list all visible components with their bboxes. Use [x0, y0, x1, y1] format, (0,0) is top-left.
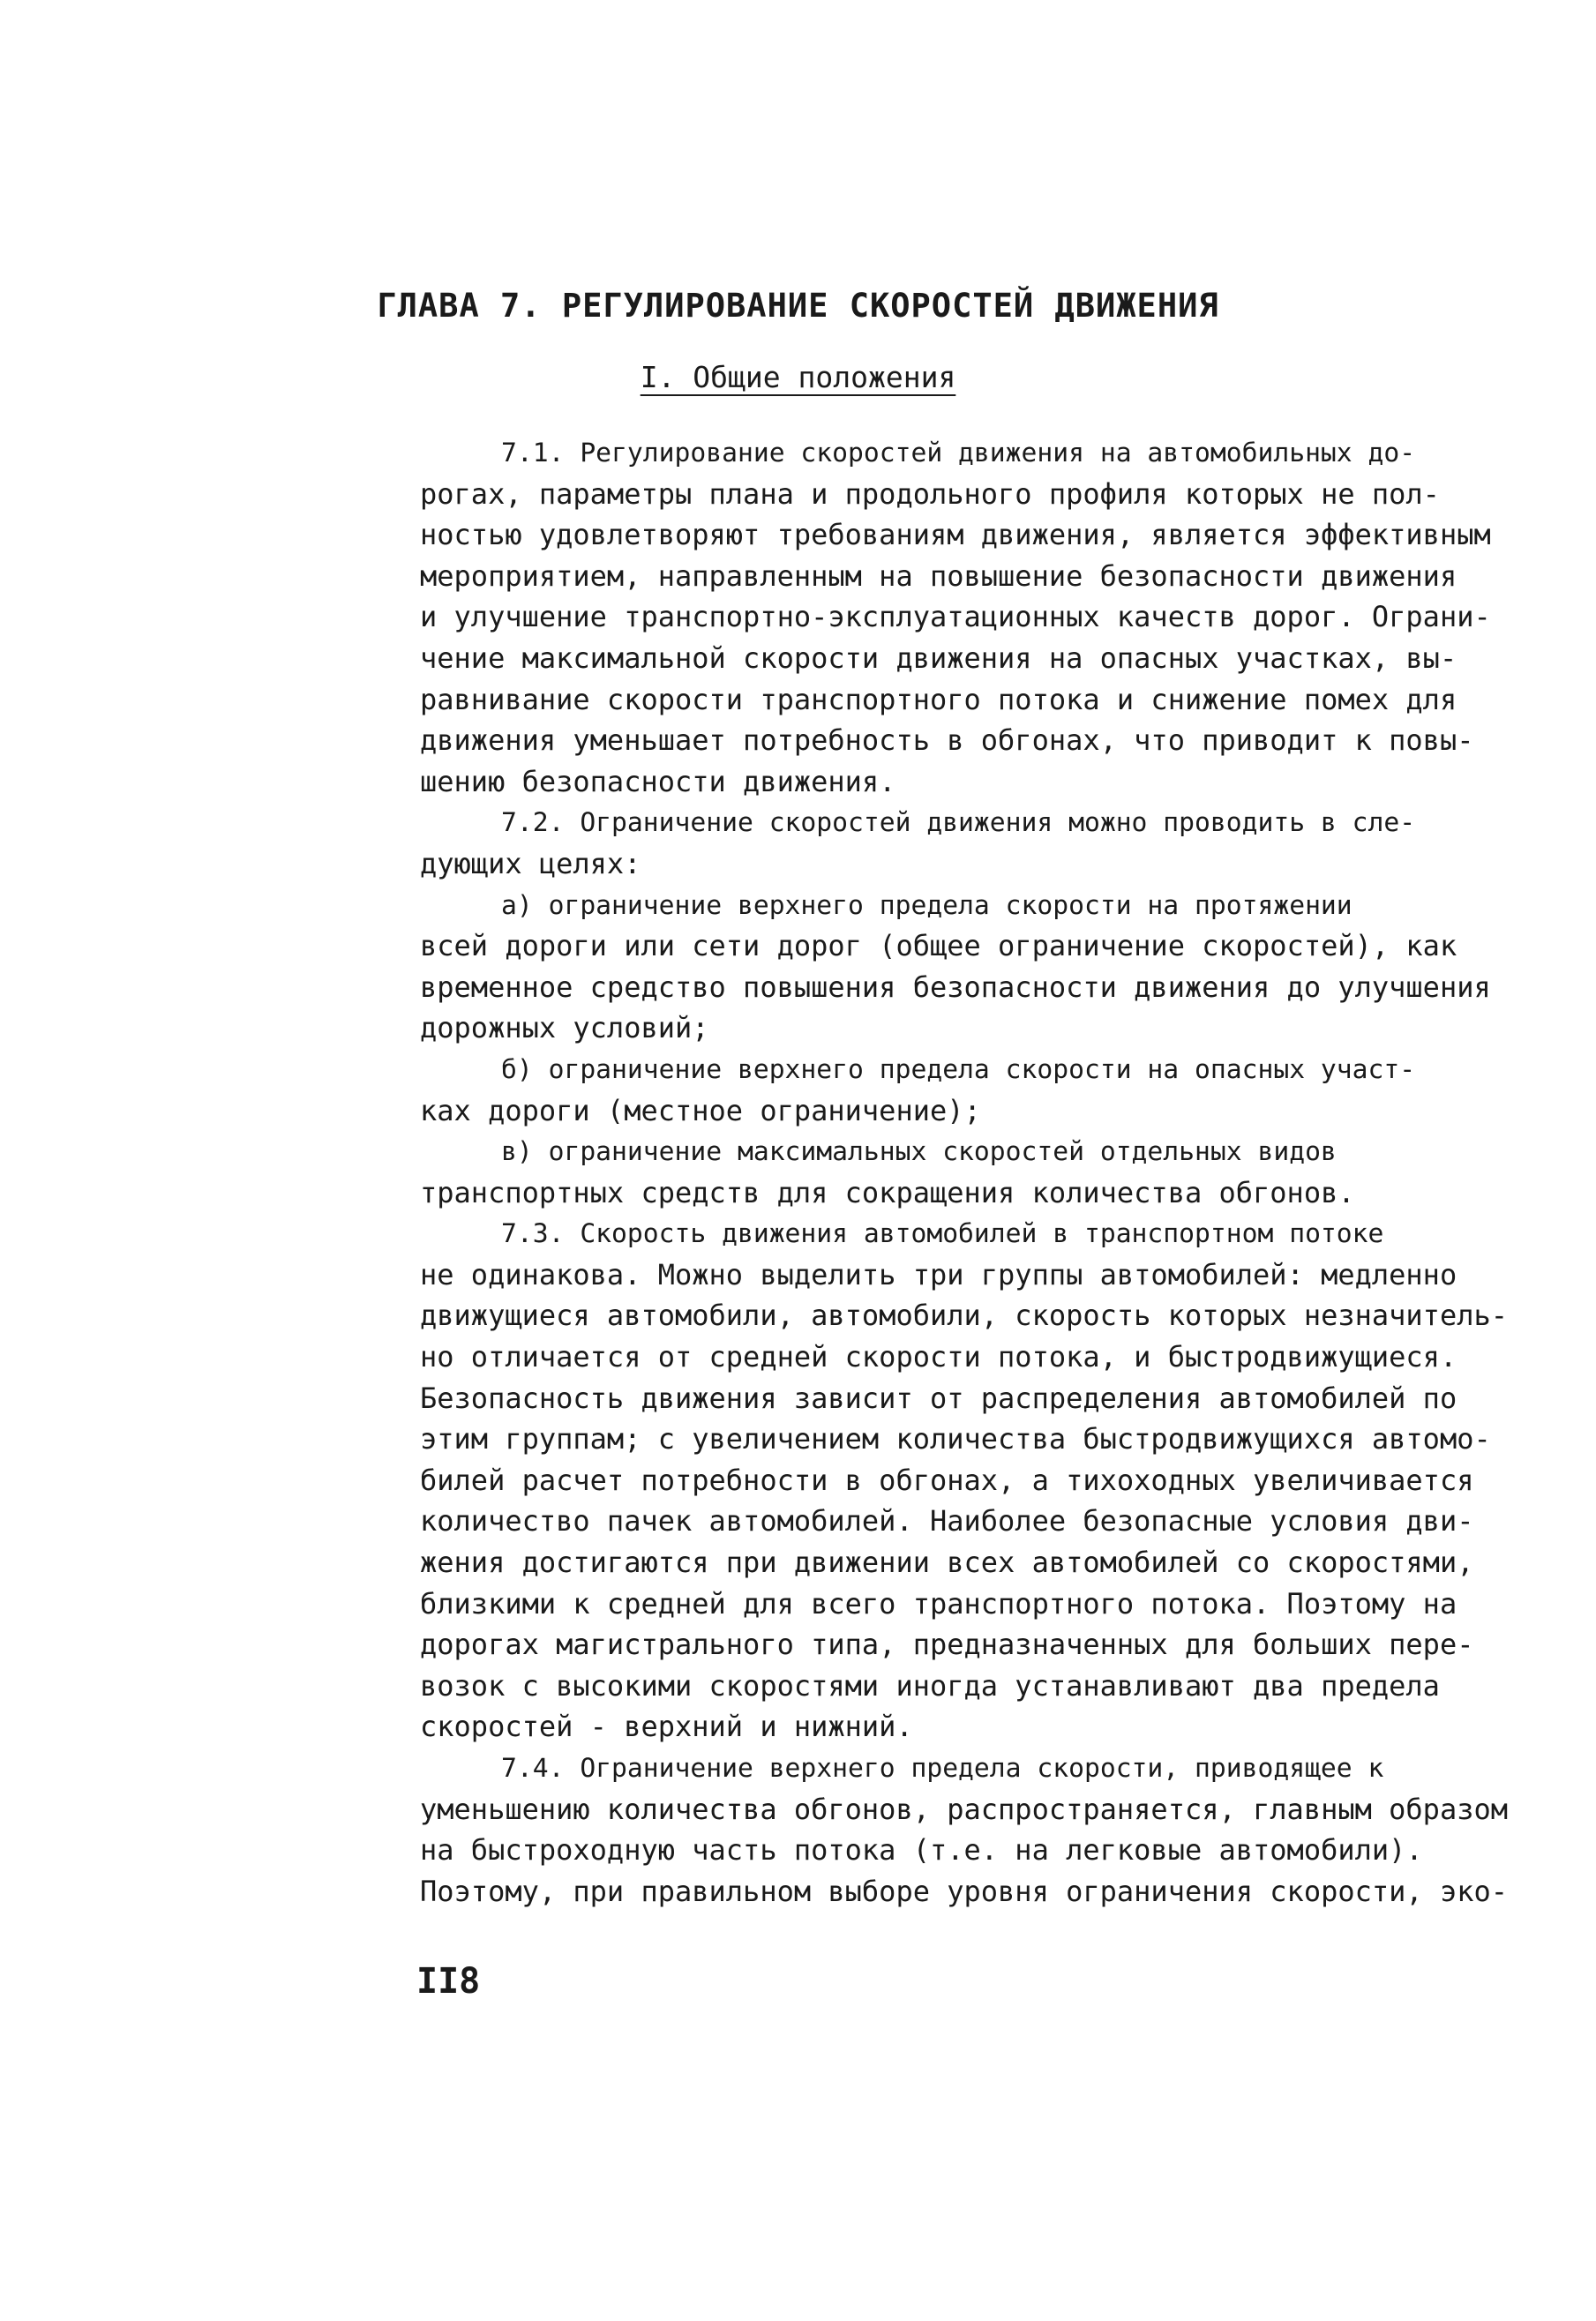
text-line: дующих целях:	[420, 846, 641, 880]
text-line: уменьшению количества обгонов, распространяется, главным образом	[420, 1792, 1508, 1826]
text-line: чение максимальной скорости движения на опасных участках, вы-	[420, 640, 1457, 675]
section-title	[0, 360, 1596, 394]
text-line: 7.4. Ограничение верхнего предела скорости, приводящее к	[501, 1752, 1384, 1783]
text-line: рогах, параметры плана и продольного профиля которых не пол-	[420, 476, 1440, 511]
text-line: движения уменьшает потребность в обгонах, что приводит к повы-	[420, 723, 1474, 758]
text-line: билей расчет потребности в обгонах, а тихоходных увеличивается	[420, 1463, 1474, 1497]
text-line: шению безопасности движения.	[420, 764, 896, 798]
text-line: дорогах магистрального типа, предназначенных для больших пере-	[420, 1628, 1474, 1662]
text-line: транспортных средств для сокращения количества обгонов.	[420, 1175, 1355, 1209]
text-line: дорожных условий;	[420, 1011, 709, 1045]
text-line: Безопасность движения зависит от распределения автомобилей по	[420, 1381, 1457, 1415]
text-line: б) ограничение верхнего предела скорости на опасных участ-	[501, 1052, 1416, 1084]
text-line: в) ограничение максимальных скоростей отдельных видов	[501, 1135, 1337, 1167]
text-line: всей дороги или сети дорог (общее ограничение скоростей), как	[420, 929, 1457, 963]
section-title-text: I. Общие положения	[640, 360, 956, 394]
text-line: ках дороги (местное ограничение);	[420, 1093, 981, 1127]
text-line: количество пачек автомобилей. Наиболее безопасные условия дви-	[420, 1504, 1474, 1539]
text-line: и улучшение транспортно-эксплуатационных качеств дорог. Ограни-	[420, 600, 1491, 634]
chapter-title: ГЛАВА 7. РЕГУЛИРОВАНИЕ СКОРОСТЕЙ ДВИЖЕНИЯ	[377, 287, 1219, 325]
text-line: скоростей - верхний и нижний.	[420, 1710, 913, 1744]
text-line: временное средство повышения безопасности движения до улучшения	[420, 970, 1491, 1004]
text-line: равнивание скорости транспортного потока и снижение помех для	[420, 682, 1457, 716]
text-line: а) ограничение верхнего предела скорости на протяжении	[501, 888, 1352, 920]
text-line: движущиеся автомобили, автомобили, скорость которых незначитель-	[420, 1299, 1508, 1333]
text-line: на быстроходную часть потока (т.е. на легковые автомобили).	[420, 1833, 1423, 1868]
text-line: этим группам; с увеличением количества быстродвижущихся автомо-	[420, 1422, 1491, 1456]
text-line: Поэтому, при правильном выборе уровня ограничения скорости, эко-	[420, 1874, 1508, 1908]
text-line: не одинакова. Можно выделить три группы автомобилей: медленно	[420, 1257, 1457, 1292]
text-line: близкими к средней для всего транспортного потока. Поэтому на	[420, 1586, 1457, 1621]
page-number: II8	[416, 1961, 481, 2002]
text-line: 7.3. Скорость движения автомобилей в транспортном потоке	[501, 1217, 1384, 1249]
text-line: ностью удовлетворяют требованиям движения, является эффективным	[420, 518, 1491, 552]
body-text	[420, 432, 1540, 1912]
text-line: 7.1. Регулирование скоростей движения на автомобильных до-	[501, 437, 1416, 468]
text-line: но отличается от средней скорости потока, и быстродвижущиеся.	[420, 1340, 1457, 1374]
text-line: 7.2. Ограничение скоростей движения можно проводить в сле-	[501, 806, 1416, 838]
text-line: возок с высокими скоростями иногда устанавливают два предела	[420, 1668, 1440, 1703]
text-line: мероприятием, направленным на повышение безопасности движения	[420, 558, 1457, 593]
text-line: жения достигаются при движении всех автомобилей со скоростями,	[420, 1546, 1474, 1580]
